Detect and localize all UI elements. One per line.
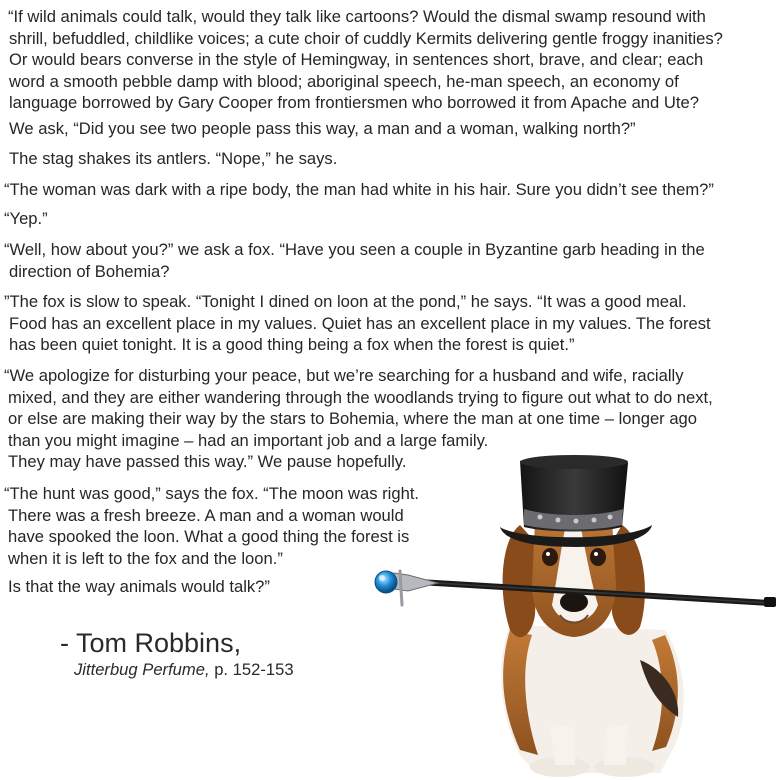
- quote-paragraph-1: [8, 6, 723, 114]
- text-line: We ask, “Did you see two people pass this way, a man and a woman, walking north?”: [9, 119, 636, 138]
- text-line: “Yep.”: [4, 209, 48, 228]
- text-line: have spooked the loon. What a good thing the forest is: [8, 527, 410, 546]
- text-line: mixed, and they are either wandering through the woodlands trying to figure out what to do next,: [8, 387, 713, 407]
- text-line: direction of Bohemia?: [9, 261, 170, 281]
- author-name: - Tom Robbins,: [60, 628, 242, 658]
- text-line: when it is left to the fox and the loon.”: [8, 548, 283, 568]
- quote-paragraph-7: [4, 291, 711, 356]
- text-line: “If wild animals could talk, would they talk like cartoons? Would the dismal swamp resound with: [8, 7, 706, 26]
- quote-paragraph-2: [9, 118, 636, 140]
- text-line: word a smooth pebble damp with blood; aboriginal speech, he-man speech, an economy of: [9, 71, 679, 91]
- page-range: p. 152-153: [214, 660, 294, 679]
- text-line: ”The fox is slow to speak. “Tonight I dined on loon at the pond,” he says. “It was a good meal.: [4, 292, 687, 311]
- text-line: “The woman was dark with a ripe body, the man had white in his hair. Sure you didn’t see them?”: [4, 180, 714, 199]
- quote-paragraph-6: [4, 239, 705, 282]
- text-line: Or would bears converse in the style of Hemingway, in sentences short, brave, and clear; each: [9, 50, 704, 69]
- quote-paragraph-5: [4, 208, 48, 230]
- text-line: “Well, how about you?” we ask a fox. “Have you seen a couple in Byzantine garb heading in the: [4, 240, 705, 259]
- text-line: “The hunt was good,” says the fox. “The moon was right.: [4, 484, 420, 503]
- text-line: has been quiet tonight. It is a good thing being a fox when the forest is quiet.”: [9, 335, 575, 354]
- text-line: They may have passed this way.” We pause hopefully.: [8, 452, 407, 471]
- text-line: Food has an excellent place in my values. Quiet has an excellent place in my values. The forest: [9, 313, 711, 333]
- text-line: “We apologize for disturbing your peace, but we’re searching for a husband and wife, racially: [4, 366, 684, 385]
- text-line: shrill, befuddled, childlike voices; a cute choir of cuddly Kermits delivering gentle froggy inanities?: [9, 28, 723, 48]
- quote-paragraph-10: [8, 576, 270, 598]
- text-line: There was a fresh breeze. A man and a woman would: [8, 505, 404, 525]
- beagle-illustration: [360, 455, 780, 780]
- quote-paragraph-4: [4, 179, 714, 201]
- quote-paragraph-3: [9, 148, 337, 170]
- quote-paragraph-9: [4, 483, 419, 569]
- book-citation: [74, 659, 294, 681]
- book-title: Jitterbug Perfume,: [74, 660, 210, 679]
- text-line: Is that the way animals would talk?”: [8, 577, 270, 596]
- text-line: than you might imagine – had an important job and a large family.: [8, 430, 489, 450]
- text-line: or else are making their way by the stars to Bohemia, where the man at one time – longer ago: [8, 409, 698, 428]
- text-line: The stag shakes its antlers. “Nope,” he says.: [9, 149, 338, 168]
- text-line: language borrowed by Gary Cooper from frontiersmen who borrowed it from Apache and Ute?: [9, 93, 699, 112]
- dog-body-icon: [501, 625, 683, 777]
